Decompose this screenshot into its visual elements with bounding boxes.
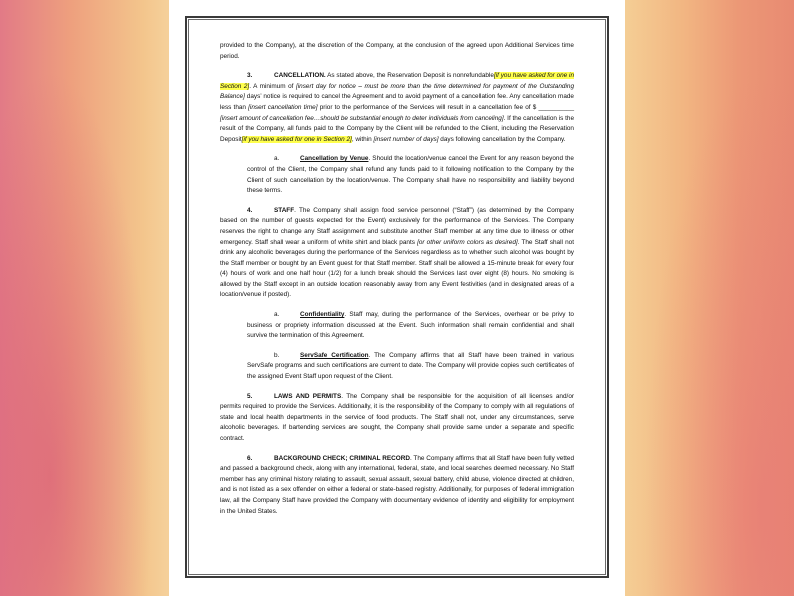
intro-continuation: provided to the Company), at the discretion of the Company, at the conclusion of the agreed upon Additional Services time period. (220, 42, 574, 60)
placeholder-uniform: [or other uniform colors as desired] (417, 238, 518, 246)
section-3-heading: CANCELLATION. (274, 72, 326, 80)
section-4b-servsafe: b. ServSafe Certification. The Company affirms that all Staff have been trained in various ServSafe programs and such certifications are current to date. The Company will provide copies such certificates of the assigned Event Staff upon request of the Client. (247, 351, 574, 381)
section-6-heading: BACKGROUND CHECK; CRIMINAL RECORD (274, 454, 410, 462)
section-6-background-check: 6. BACKGROUND CHECK; CRIMINAL RECORD. The Company affirms that all Staff have been fully vetted and passed a background check, along with any international, federal, state, and local searches deemed necessary. No Staff member has any criminal history relating to assault, sexual assault, sexual battery, child abuse, violence directed at children, and is not listed as a sex offender on either a federal or state-based registry. Additionally, for purposes of federal immigration law, all the Company Staff have provided the Company with documentary evidence of identity and eligibility for employment in the United States. (220, 454, 575, 515)
section-4-staff: 4. STAFF. The Company shall assign food service personnel (“Staff”) (as determined by the Company based on the number of guests expected for the Event) exclusively for the performance of the Services. The Company reserves the right to change any Staff assignment and substitute another Staff member at any time due to illness or other emergency. Staff shall wear a uniform of white shirt and black pants [or other uniform colors as desired]. The Staff shall not drink any alcoholic beverages during the performance of the Services regardless as to whether such alcohol was bought by the Staff member or bought by an Event guest for that Staff member. Staff shall be allowed a 15-minute break for every four (4) hours of work and one half hour (1/2) for a lunch break should the Services last over eight (8) hours. No smoking is allowed by the Staff except in an outside location reasonably away from any Event festivities (and in designated areas of a location/venue if posted). (220, 206, 574, 299)
section-4b-title: ServSafe Certification (300, 351, 369, 359)
section-3a-title: Cancellation by Venue (300, 155, 369, 163)
document-page (169, 0, 625, 596)
document-body (220, 41, 574, 517)
highlight-placeholder: [if you have asked for one in Section 2] (220, 72, 574, 90)
section-4a-title: Confidentiality (300, 311, 345, 319)
section-5-laws-permits: 5. LAWS AND PERMITS. The Company shall be responsible for the acquisition of all licenses and/or permits required to provide the Services. Additionally, it is the responsibility of the Company to comply with all regulations of state and local health departments in the service of food products. The Staff shall not, under any circumstances, serve alcoholic beverages. If bartending services are sought, the Company shall provide same under a separate and specific contract. (220, 392, 574, 442)
background-glow-right (624, 0, 794, 596)
placeholder-refund-days: [insert number of days] (373, 135, 439, 143)
placeholder-notice-days: [insert day for notice – must be more than the time determined for payment of the Outstanding Balance] (220, 82, 574, 101)
section-3a-cancellation-by-venue: a. Cancellation by Venue. Should the location/venue cancel the Event for any reason beyond the control of the Client, the Company shall refund any funds paid to it following notification to the Company by the Client of such cancellation by the location/venue. The Company shall have no responsibility and liability beyond these terms. (247, 155, 574, 195)
placeholder-cancel-fee: [insert amount of cancellation fee…should be substantial enough to deter individuals from canceling] (220, 114, 504, 122)
section-5-heading: LAWS AND PERMITS (274, 392, 342, 400)
placeholder-cancel-time: [insert cancellation time] (248, 103, 318, 111)
background-glow-left (0, 0, 170, 596)
section-3-cancellation: 3. CANCELLATION. As stated above, the Reservation Deposit is nonrefundable[if you have asked for one in Section 2]. A minimum of [insert day for notice – must be more than the time determined for payment of the Outstanding Balance] days’ notice is required to cancel the Agreement and to avoid payment of a cancellation fee. Any cancellation made less than [insert cancellation time] prior to the performance of the Services will result in a cancellation fee of $ __________ [insert amount of cancellation fee…should be substantial enough to deter individuals from canceling]. If the cancellation is the result of the Company, all funds paid to the Company by the Client will be refunded to the Client, including the Reservation Deposit[if you have asked for one in Section 2], within [insert number of days] days following cancellation by the Company. (220, 72, 574, 143)
section-4-heading: STAFF (274, 206, 295, 214)
highlight-placeholder: [if you have asked for one in Section 2] (241, 135, 352, 143)
section-4a-confidentiality: a. Confidentiality. Staff may, during the performance of the Services, overhear or be privy to business or propriety information discussed at the Event. Such information shall remain confidential and shall survive the termination of this Agreement. (247, 311, 574, 340)
